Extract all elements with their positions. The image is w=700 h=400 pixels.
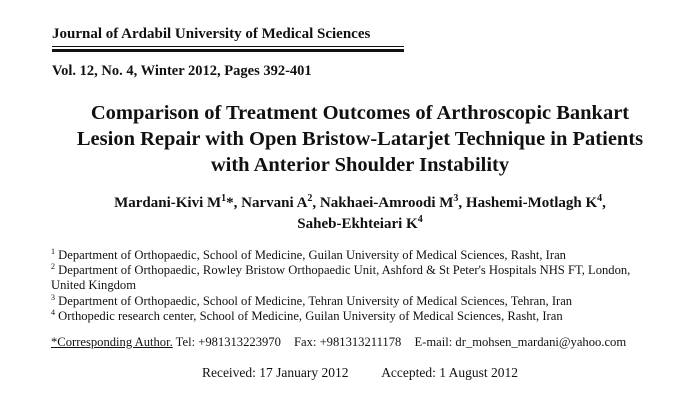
submission-dates [40, 365, 680, 381]
header-rule-thick [52, 49, 404, 52]
author-name: Saheb-Ekhteiari K [297, 216, 418, 232]
header-rule-thin [52, 46, 404, 47]
affiliation-text: Orthopedic research center, School of Medicine, Guilan University of Medical Sciences, Rasht, Iran [58, 308, 563, 323]
title-line: with Anterior Shoulder Instability [210, 154, 510, 176]
author-list [40, 193, 680, 235]
affiliation-number: 4 [51, 307, 55, 317]
author-affiliation-mark: 3 [453, 193, 459, 204]
affiliation-number: 1 [51, 246, 55, 256]
paper-title [40, 100, 680, 178]
volume-info: Vol. 12, No. 4, Winter 2012, Pages 392-401 [52, 63, 312, 79]
corresponding-author [51, 335, 671, 350]
author-affiliation-mark: 4 [597, 193, 603, 204]
corresponding-author-label: *Corresponding Author. [51, 335, 173, 349]
affiliation-text: Department of Orthopaedic, School of Medicine, Guilan University of Medical Sciences, Rasht, Iran [58, 248, 566, 262]
author-name: Narvani A [241, 195, 308, 211]
affiliation-text: Department of Orthopaedic, School of Medicine, Tehran University of Medical Sciences, Tehran, Iran [58, 293, 573, 308]
affiliation-list [51, 248, 661, 324]
affiliation [51, 263, 661, 293]
title-line: Lesion Repair with Open Bristow-Latarjet Technique in Patients [76, 128, 644, 150]
author-name: Hashemi-Motlagh K [465, 195, 598, 211]
affiliation-number: 2 [51, 262, 55, 272]
author-line [40, 214, 680, 235]
author-line [40, 193, 680, 214]
affiliation [51, 294, 661, 309]
fax: Fax: +981313211178 [294, 335, 402, 349]
email-address: E-mail: dr_mohsen_mardani@yahoo.com [414, 335, 627, 349]
author-affiliation-mark: 2 [307, 193, 313, 204]
affiliation-text: Department of Orthopaedic, Rowley Bristow Orthopaedic Unit, Ashford & St Peter's Hospitals NHS FT, London, United Kingdom [51, 263, 631, 293]
author-affiliation-mark: 4 [417, 214, 423, 225]
author-name: Mardani-Kivi M [114, 195, 222, 211]
affiliation-number: 3 [51, 292, 55, 302]
journal-name: Journal of Ardabil University of Medical Sciences [52, 26, 371, 42]
author-separator: , [458, 195, 466, 211]
received-date: Received: 17 January 2012 [201, 365, 349, 380]
telephone: Tel: +981313223970 [175, 335, 281, 349]
author-separator: *, [226, 195, 242, 211]
author-separator: , [602, 195, 606, 211]
accepted-date: Accepted: 1 August 2012 [381, 365, 519, 380]
title-line: Comparison of Treatment Outcomes of Arthroscopic Bankart [90, 102, 630, 124]
author-name: Nakhaei-Amroodi M [319, 195, 454, 211]
author-separator: , [312, 195, 320, 211]
author-affiliation-mark: 1 [221, 193, 227, 204]
affiliation [51, 248, 661, 263]
affiliation [51, 309, 661, 324]
